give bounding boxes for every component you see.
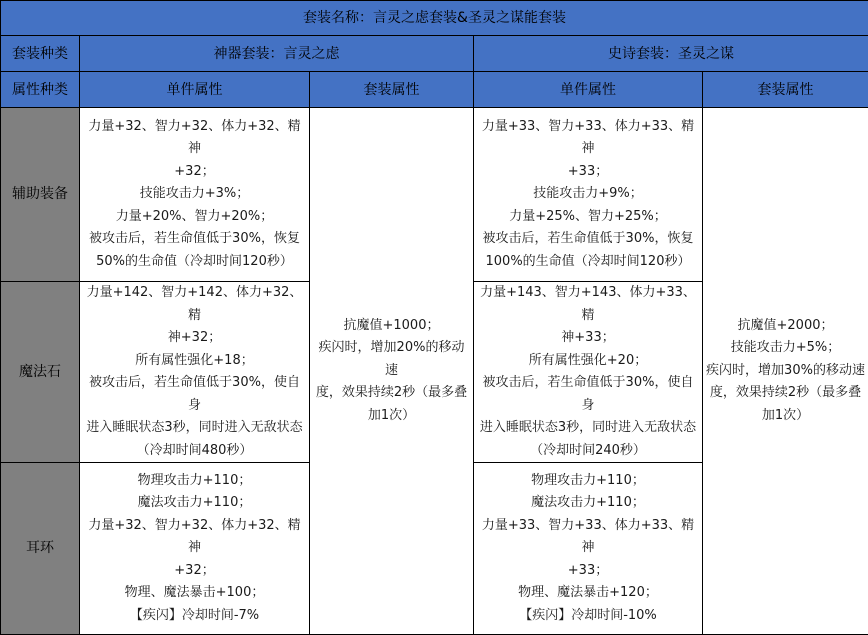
attr-type-label: 属性种类 bbox=[1, 72, 80, 108]
row-label-support: 辅助装备 bbox=[1, 108, 80, 282]
set-a-bonus-header: 套装属性 bbox=[310, 72, 474, 108]
set-a-bonus: 抗魔值+1000； 疾闪时，增加20%的移动速 度，效果持续2秒（最多叠 加1次） bbox=[310, 108, 474, 635]
table-row bbox=[1, 108, 868, 282]
row-label-earring: 耳环 bbox=[1, 463, 80, 635]
earring-set-a-attrs: 物理攻击力+110； 魔法攻击力+110； 力量+32、智力+32、体力+32、精神 +32； 物理、魔法暴击+100； 【疾闪】冷却时间-7% bbox=[80, 463, 310, 635]
set-b-bonus: 抗魔值+2000； 技能攻击力+5%； 疾闪时，增加30%的移动速 度，效果持续2秒（最多叠 加1次） bbox=[703, 108, 868, 635]
row-label-magic-stone: 魔法石 bbox=[1, 282, 80, 463]
earring-set-b-attrs: 物理攻击力+110； 魔法攻击力+110； 力量+33、智力+33、体力+33、精神 +33； 物理、魔法暴击+120； 【疾闪】冷却时间-10% bbox=[474, 463, 703, 635]
set-type-label: 套装种类 bbox=[1, 36, 80, 72]
set-b-bonus-header: 套装属性 bbox=[703, 72, 868, 108]
support-set-a-attrs: 力量+32、智力+32、体力+32、精神 +32； 技能攻击力+3%； 力量+20%、智力+20%； 被攻击后，若生命值低于30%，恢复 50%的生命值（冷却时间120秒） bbox=[80, 108, 310, 282]
table-title: 套装名称：言灵之虑套装&圣灵之谋能套装 bbox=[1, 1, 868, 36]
set-a-name: 神器套装：言灵之虑 bbox=[80, 36, 474, 72]
magic-stone-set-a-attrs: 力量+142、智力+142、体力+32、精 神+32； 所有属性强化+18； 被攻击后，若生命值低于30%，使自身 进入睡眠状态3秒，同时进入无敌状态 （冷却时间480秒） bbox=[80, 282, 310, 463]
support-set-b-attrs: 力量+33、智力+33、体力+33、精神 +33； 技能攻击力+9%； 力量+25%、智力+25%； 被攻击后，若生命值低于30%，恢复 100%的生命值（冷却时间120秒） bbox=[474, 108, 703, 282]
set-a-single-header: 单件属性 bbox=[80, 72, 310, 108]
set-b-name: 史诗套装：圣灵之谋 bbox=[474, 36, 868, 72]
magic-stone-set-b-attrs: 力量+143、智力+143、体力+33、精 神+33； 所有属性强化+20； 被攻击后，若生命值低于30%，使自身 进入睡眠状态3秒，同时进入无敌状态 （冷却时间240秒） bbox=[474, 282, 703, 463]
set-b-single-header: 单件属性 bbox=[474, 72, 703, 108]
